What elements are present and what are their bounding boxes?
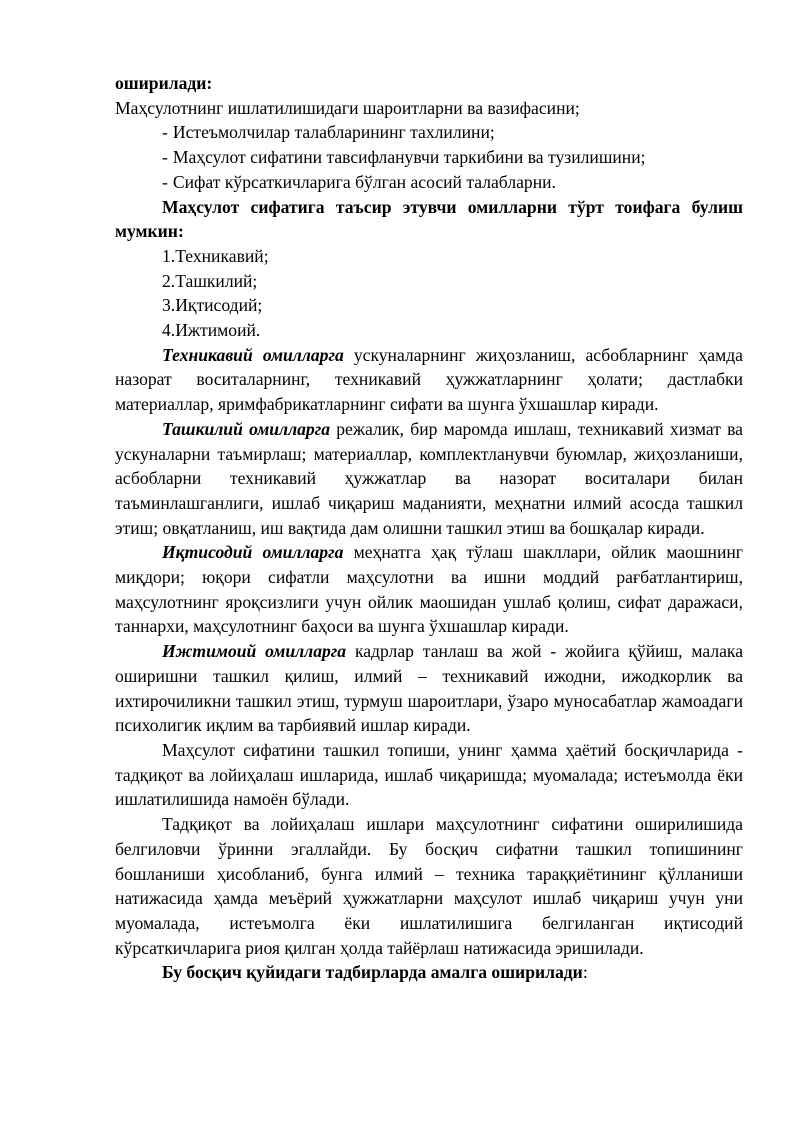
conditions-line: Маҳсулотнинг ишлатилишидаги шароитларни ва вазифасини; xyxy=(115,97,580,118)
list-item: - Маҳсулот сифатини тавсифланувчи таркибини ва тузилишини; xyxy=(162,147,646,168)
factors-heading: Маҳсулот сифатига таъсир этувчи омилларни тўрт тоифага булиш мумкин: xyxy=(115,196,743,242)
paragraph-lead: Техникавий омилларга xyxy=(162,344,344,365)
paragraph-lead: Ташкилий омилларга xyxy=(162,418,330,439)
paragraph-lead: Ижтимоий омилларга xyxy=(162,641,347,662)
paragraph-research-design: Тадқиқот ва лойиҳалаш ишлари маҳсулотнинг сифатини оширилишида белгиловчи ўринни эгаллайди. Бу босқич сифатни ташкил топишининг бошланиши ҳисобланиб, бунга илмий – техника тараққиётининг қўлланиши натижасида ҳамда меъёрий ҳужжатларни маҳсулот ишлаб чиқариш учун уни муомалада, истеъмолга ёки ишлатилишига белгиланган иқтисодий кўрсаткичларига риоя қилган ҳолда тайёрлаш натижасида эришилади. xyxy=(115,814,743,958)
paragraph-quality-formation: Маҳсулот сифатини ташкил топиши, унинг ҳамма ҳаётий босқичларида - тадқиқот ва лойиҳалаш ишларида, ишлаб чиқаришда; муомалада; истеъмолда ёки ишлатилишида намоён бўлади. xyxy=(115,739,743,810)
factor-item: 3.Иқтисодий; xyxy=(162,295,263,316)
bullet-marker: - xyxy=(162,122,168,143)
bullet-marker: - xyxy=(162,147,168,168)
list-item: - Сифат кўрсаткичларига бўлган асосий талабларни. xyxy=(162,171,556,192)
continuation-line: оширилади: xyxy=(115,73,213,93)
factor-item: 4.Ижтимоий. xyxy=(162,320,261,341)
document-body xyxy=(115,71,743,985)
bullet-marker: - xyxy=(162,171,168,192)
paragraph-social: Ижтимоий омилларга кадрлар танлаш ва жой - жойига қўйиш, малака оширишни ташкил қилиш, илмий – техникавий ижодни, ижодкорлик ва ихтирочиликни ташкил этиш, турмуш шароитлари, ўзаро муносабатлар жамоадаги психолигик иқлим ва тарбиявий ишлар киради. xyxy=(115,641,743,736)
list-item: - Истеъмолчилар талабларининг тахлилини; xyxy=(162,122,495,143)
paragraph-lead: Иқтисодий омилларга xyxy=(162,542,344,563)
paragraph-economic: Иқтисодий омилларга меҳнатга ҳақ тўлаш шакллари, ойлик маошнинг миқдори; юқори сифатли маҳсулотни ва ишни моддий рағбатлантириш, маҳсулотнинг яроқсизлиги учун ойлик маошидан ушлаб қолиш, сифат даражаси, таннархи, маҳсулотнинг баҳоси ва шунга ўхшашлар киради. xyxy=(115,542,743,637)
paragraph-organizational: Ташкилий омилларга режалик, бир маромда ишлаш, техникавий хизмат ва ускуналарни таъмирлаш; материаллар, комплектланувчи буюмлар, жиҳозланиши, асбобларни техникавий ҳужжатлар ва назорат воситалари билан таъминлашганлиги, ишлаб чиқариш маданияти, меҳнатни илмий асосда ташкил этиш; овқатланиш, иш вақтида дам олишни ташкил этиш ва бошқалар киради. xyxy=(115,418,743,538)
stage-heading: Бу босқич қуйидаги тадбирларда амалга оширилади: xyxy=(162,962,588,983)
factor-item: 2.Ташкилий; xyxy=(162,270,258,291)
factor-item: 1.Техникавий; xyxy=(162,245,269,266)
paragraph-technical: Техникавий омилларга ускуналарнинг жиҳозланиш, асбобларнинг ҳамда назорат воситаларнинг, техникавий ҳужжатларнинг ҳолати; дастлабки материаллар, яримфабрикатларнинг сифати ва шунга ўхшашлар киради. xyxy=(115,344,743,415)
